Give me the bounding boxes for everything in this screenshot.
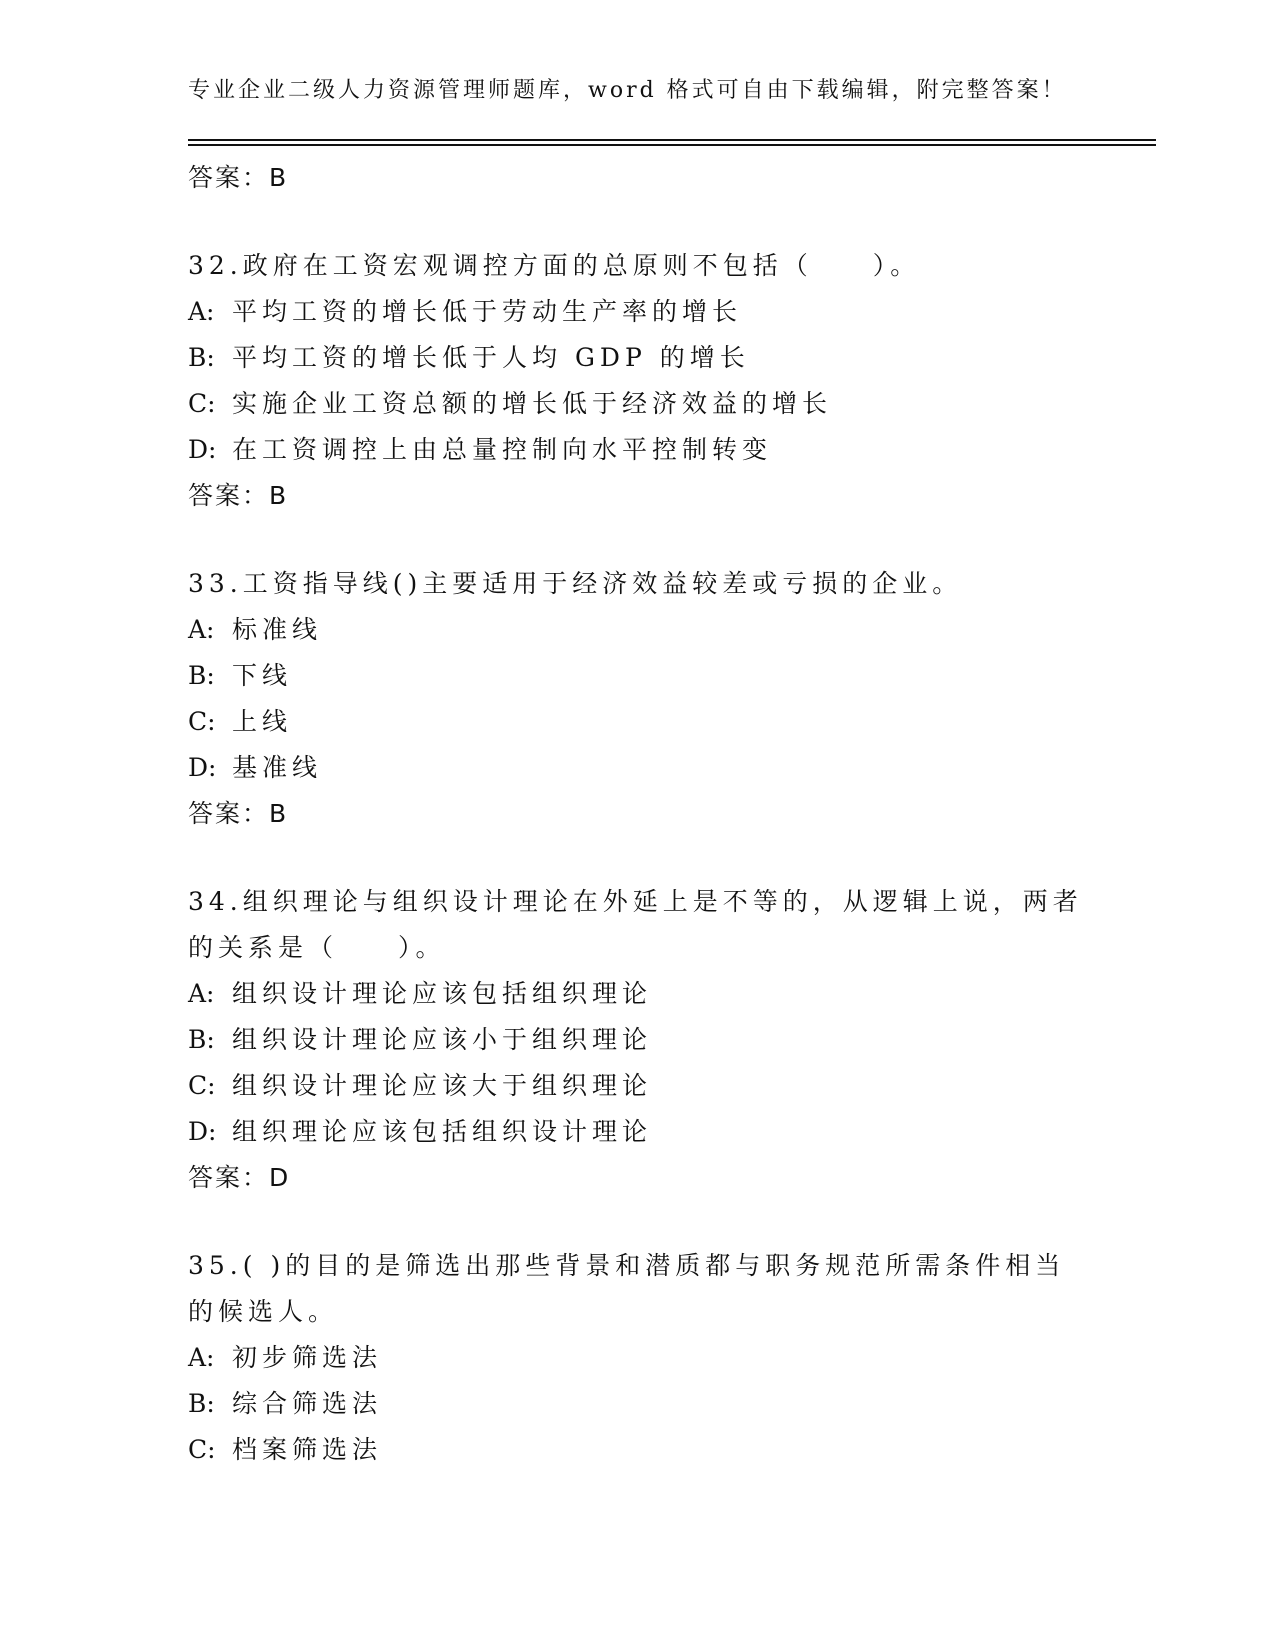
option-text: 下线 bbox=[232, 661, 293, 690]
answer-33: 答案：B bbox=[188, 799, 289, 828]
option-c bbox=[188, 1063, 1088, 1109]
question-34 bbox=[188, 879, 1088, 1201]
option-text: 初步筛选法 bbox=[232, 1343, 383, 1372]
option-text: 平均工资的增长低于劳动生产率的增长 bbox=[232, 297, 743, 326]
option-c bbox=[188, 699, 1088, 745]
option-letter: A: bbox=[188, 615, 215, 644]
option-text: 基准线 bbox=[232, 753, 323, 782]
page-header-text: 专业企业二级人力资源管理师题库，word 格式可自由下载编辑，附完整答案！ bbox=[188, 78, 1067, 103]
option-b bbox=[188, 1017, 1088, 1063]
question-stem: 32.政府在工资宏观调控方面的总原则不包括（ ）。 bbox=[188, 251, 921, 280]
question-35 bbox=[188, 1243, 1088, 1473]
header-rule-top bbox=[188, 139, 1156, 141]
question-32 bbox=[188, 243, 1088, 519]
option-d bbox=[188, 427, 1088, 473]
option-text: 档案筛选法 bbox=[232, 1435, 383, 1464]
option-letter: C: bbox=[188, 389, 216, 418]
option-letter: D: bbox=[188, 435, 217, 464]
question-33 bbox=[188, 561, 1088, 837]
option-letter: C: bbox=[188, 1071, 216, 1100]
option-text: 组织设计理论应该大于组织理论 bbox=[232, 1071, 653, 1100]
question-stem: 33.工资指导线()主要适用于经济效益较差或亏损的企业。 bbox=[188, 569, 963, 598]
header-rule-bottom bbox=[188, 144, 1156, 146]
option-d bbox=[188, 745, 1088, 791]
option-b bbox=[188, 653, 1088, 699]
option-b bbox=[188, 335, 1088, 381]
option-letter: C: bbox=[188, 707, 216, 736]
option-a bbox=[188, 289, 1088, 335]
option-text: 标准线 bbox=[232, 615, 323, 644]
option-text: 上线 bbox=[232, 707, 293, 736]
option-letter: B: bbox=[188, 1025, 215, 1054]
option-text: 平均工资的增长低于人均 GDP 的增长 bbox=[232, 343, 750, 372]
option-b bbox=[188, 1381, 1088, 1427]
option-a bbox=[188, 1335, 1088, 1381]
option-text: 组织设计理论应该小于组织理论 bbox=[232, 1025, 653, 1054]
option-text: 在工资调控上由总量控制向水平控制转变 bbox=[232, 435, 773, 464]
option-text: 综合筛选法 bbox=[232, 1389, 383, 1418]
option-letter: A: bbox=[188, 1343, 215, 1372]
option-letter: D: bbox=[188, 753, 217, 782]
option-letter: B: bbox=[188, 1389, 215, 1418]
question-stem: 34.组织理论与组织设计理论在外延上是不等的，从逻辑上说，两者的关系是（ ）。 bbox=[188, 887, 1083, 962]
option-d bbox=[188, 1109, 1088, 1155]
answer-32: 答案：B bbox=[188, 481, 289, 510]
option-text: 组织设计理论应该包括组织理论 bbox=[232, 979, 653, 1008]
option-letter: A: bbox=[188, 979, 215, 1008]
option-c bbox=[188, 381, 1088, 427]
option-letter: D: bbox=[188, 1117, 217, 1146]
answer-34: 答案：D bbox=[188, 1163, 291, 1192]
document-body bbox=[188, 155, 1088, 1473]
option-letter: A: bbox=[188, 297, 215, 326]
option-text: 组织理论应该包括组织设计理论 bbox=[232, 1117, 653, 1146]
question-stem: 35.( )的目的是筛选出那些背景和潜质都与职务规范所需条件相当的候选人。 bbox=[188, 1251, 1066, 1326]
option-letter: B: bbox=[188, 661, 215, 690]
answer-31: 答案：B bbox=[188, 163, 289, 192]
option-c bbox=[188, 1427, 1088, 1473]
option-letter: B: bbox=[188, 343, 215, 372]
option-text: 实施企业工资总额的增长低于经济效益的增长 bbox=[232, 389, 833, 418]
option-a bbox=[188, 971, 1088, 1017]
option-letter: C: bbox=[188, 1435, 216, 1464]
option-a bbox=[188, 607, 1088, 653]
